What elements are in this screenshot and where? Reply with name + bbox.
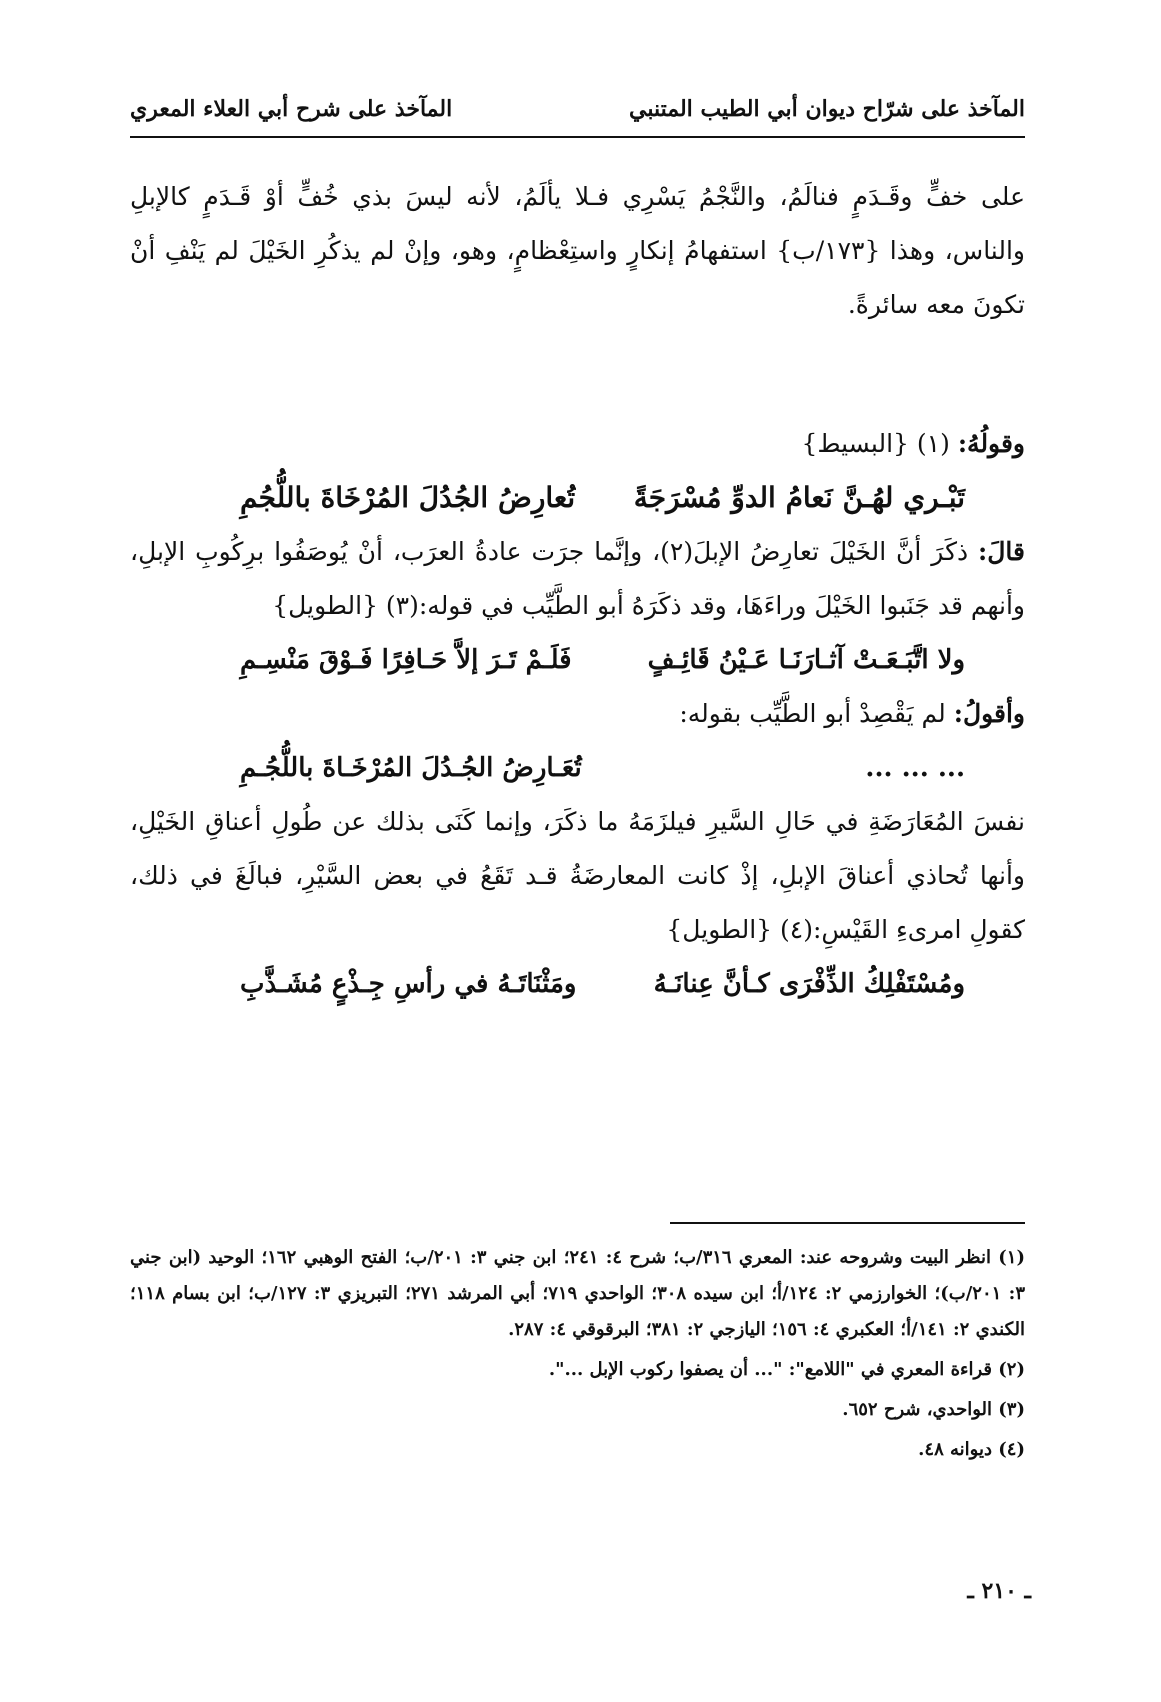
paragraph-2 <box>130 525 1025 633</box>
paragraph-2-text: ذكَرَ أنَّ الخَيْلَ تعارِضُ الإبلَ(٢)، وإنَّما جرَت عادةُ العرَب، أنْ يُوصَفُوا برِكُوبِ الإبلِ، وأنهم قد جَنَبوا الخَيْلَ وراءَهَا، وقد ذكَرَهُ أبو الطَّيِّب في قوله:(٣) {الطويل} <box>130 537 1025 620</box>
footnote-divider <box>670 1222 1025 1224</box>
paragraph-4: نفسَ المُعَارَضَةِ في حَالِ السَّيرِ فيلزَمَهُ ما ذكَرَ، وإنما كَنَى بذلك عن طُولِ أعناقِ الخَيْلِ، وأنها تُحاذي أعناقَ الإبلِ، إذْ كانت المعارضَةُ قـد تَقَعُ في بعض السَّيْرِ، فبالَغَ في ذلك، كقولِ امرىءِ القَيْسِ:(٤) {الطويل} <box>130 807 1025 944</box>
running-header <box>130 90 1025 138</box>
verse-2 <box>130 633 1025 687</box>
verse-2-second-hemistich: فَلَـمْ تَـرَ إلاَّ حَـافِرًا فَـوْقَ مَنْسِـمِ <box>240 645 572 675</box>
verse-intro <box>130 417 1025 471</box>
verse-3-first-hemistich: ... ... ... <box>865 753 965 783</box>
footnote-1: (١) انظر البيت وشروحه عند: المعري ٣١٦/ب؛ شرح ٤: ٢٤١؛ ابن جني ٣: ٢٠١/ب؛ الفتح الوهبي ١٦٢؛ الوحيد (ابن جني ٣: ٢٠١/ب)؛ الخوارزمي ٢: ١٢٤/أ؛ ابن سيده ٣٠٨؛ الواحدي ٧١٩؛ أبي المرشد ٢٧١؛ التبريزي ٣: ١٢٧/ب؛ ابن بسام ١١٨؛ الكندي ٢: ١٤١/أ؛ العكبري ٤: ١٥٦؛ اليازجي ٢: ٣٨١؛ البرقوقي ٤: ٢٨٧. <box>130 1247 1025 1340</box>
main-text <box>130 170 1025 1011</box>
verse-2-first-hemistich: ولا اتَّبَـعَـتْ آثـارَنَـا عَـيْنُ قَائِـفٍ <box>647 645 965 675</box>
intro-label: وقولُهُ: <box>957 429 1025 458</box>
verse-3-second-hemistich: تُعَـارِضُ الجُـدُلَ المُرْخَـاةَ باللُّجُـمِ <box>240 753 582 783</box>
verse-4-first-hemistich: ومُسْتَفْلِكُ الذِّفْرَى كـأنَّ عِنانَـهُ <box>653 969 965 999</box>
verse-4-second-hemistich: ومَثْنَاتَـهُ في رأسِ جِـذْعٍ مُشَـذَّبِ <box>240 969 577 999</box>
spacer <box>130 332 1025 417</box>
intro-meter: {البسيط} <box>801 429 909 458</box>
footnote-2: (٢) قراءة المعري في "اللامع": "... أن يصفوا ركوب الإبل ...". <box>548 1359 1025 1380</box>
header-section-title: المآخذ على شرح أبي العلاء المعري <box>130 96 453 122</box>
footnote-4: (٤) ديوانه ٤٨. <box>918 1439 1025 1460</box>
verse-4 <box>130 957 1025 1011</box>
verse-3 <box>130 741 1025 795</box>
verse-1-first-hemistich: تَبْـري لهُـنَّ نَعامُ الدوِّ مُسْرَجَةً <box>633 481 965 514</box>
footnotes <box>130 1222 1025 1472</box>
verse-1 <box>130 471 1025 525</box>
paragraph-3-text: لم يَقْصِدْ أبو الطَّيِّب بقوله: <box>679 699 946 728</box>
paragraph-1: على خفٍّ وقَـدَمٍ فنالَمُ، والنَّجْمُ يَسْرِي فـلا يألَمُ، لأنه ليسَ بذي خُفٍّ أوْ قَـدَمٍ كالإبلِ والناس، وهذا {١٧٣/ب} استفهامُ إنكارٍ واستِعْظامٍ، وهو، وإنْ لم يذكُرِ الخَيْلَ لم يَنْفِ أنْ تكونَ معه سائرةً. <box>130 182 1025 319</box>
intro-footnote-ref: (١) <box>916 429 950 458</box>
page-number: ـ ٢١٠ ـ <box>967 1578 1031 1604</box>
verse-1-second-hemistich: تُعارِضُ الجُدُلَ المُرْخَاةَ باللُّجُمِ <box>240 481 576 514</box>
paragraph-3 <box>130 687 1025 741</box>
qala-label: قالَ: <box>978 537 1025 566</box>
header-book-title: المآخذ على شرّاح ديوان أبي الطيب المتنبي <box>629 96 1025 122</box>
footnote-3: (٣) الواحدي، شرح ٦٥٢. <box>842 1399 1025 1420</box>
aqul-label: وأقولُ: <box>953 699 1025 728</box>
